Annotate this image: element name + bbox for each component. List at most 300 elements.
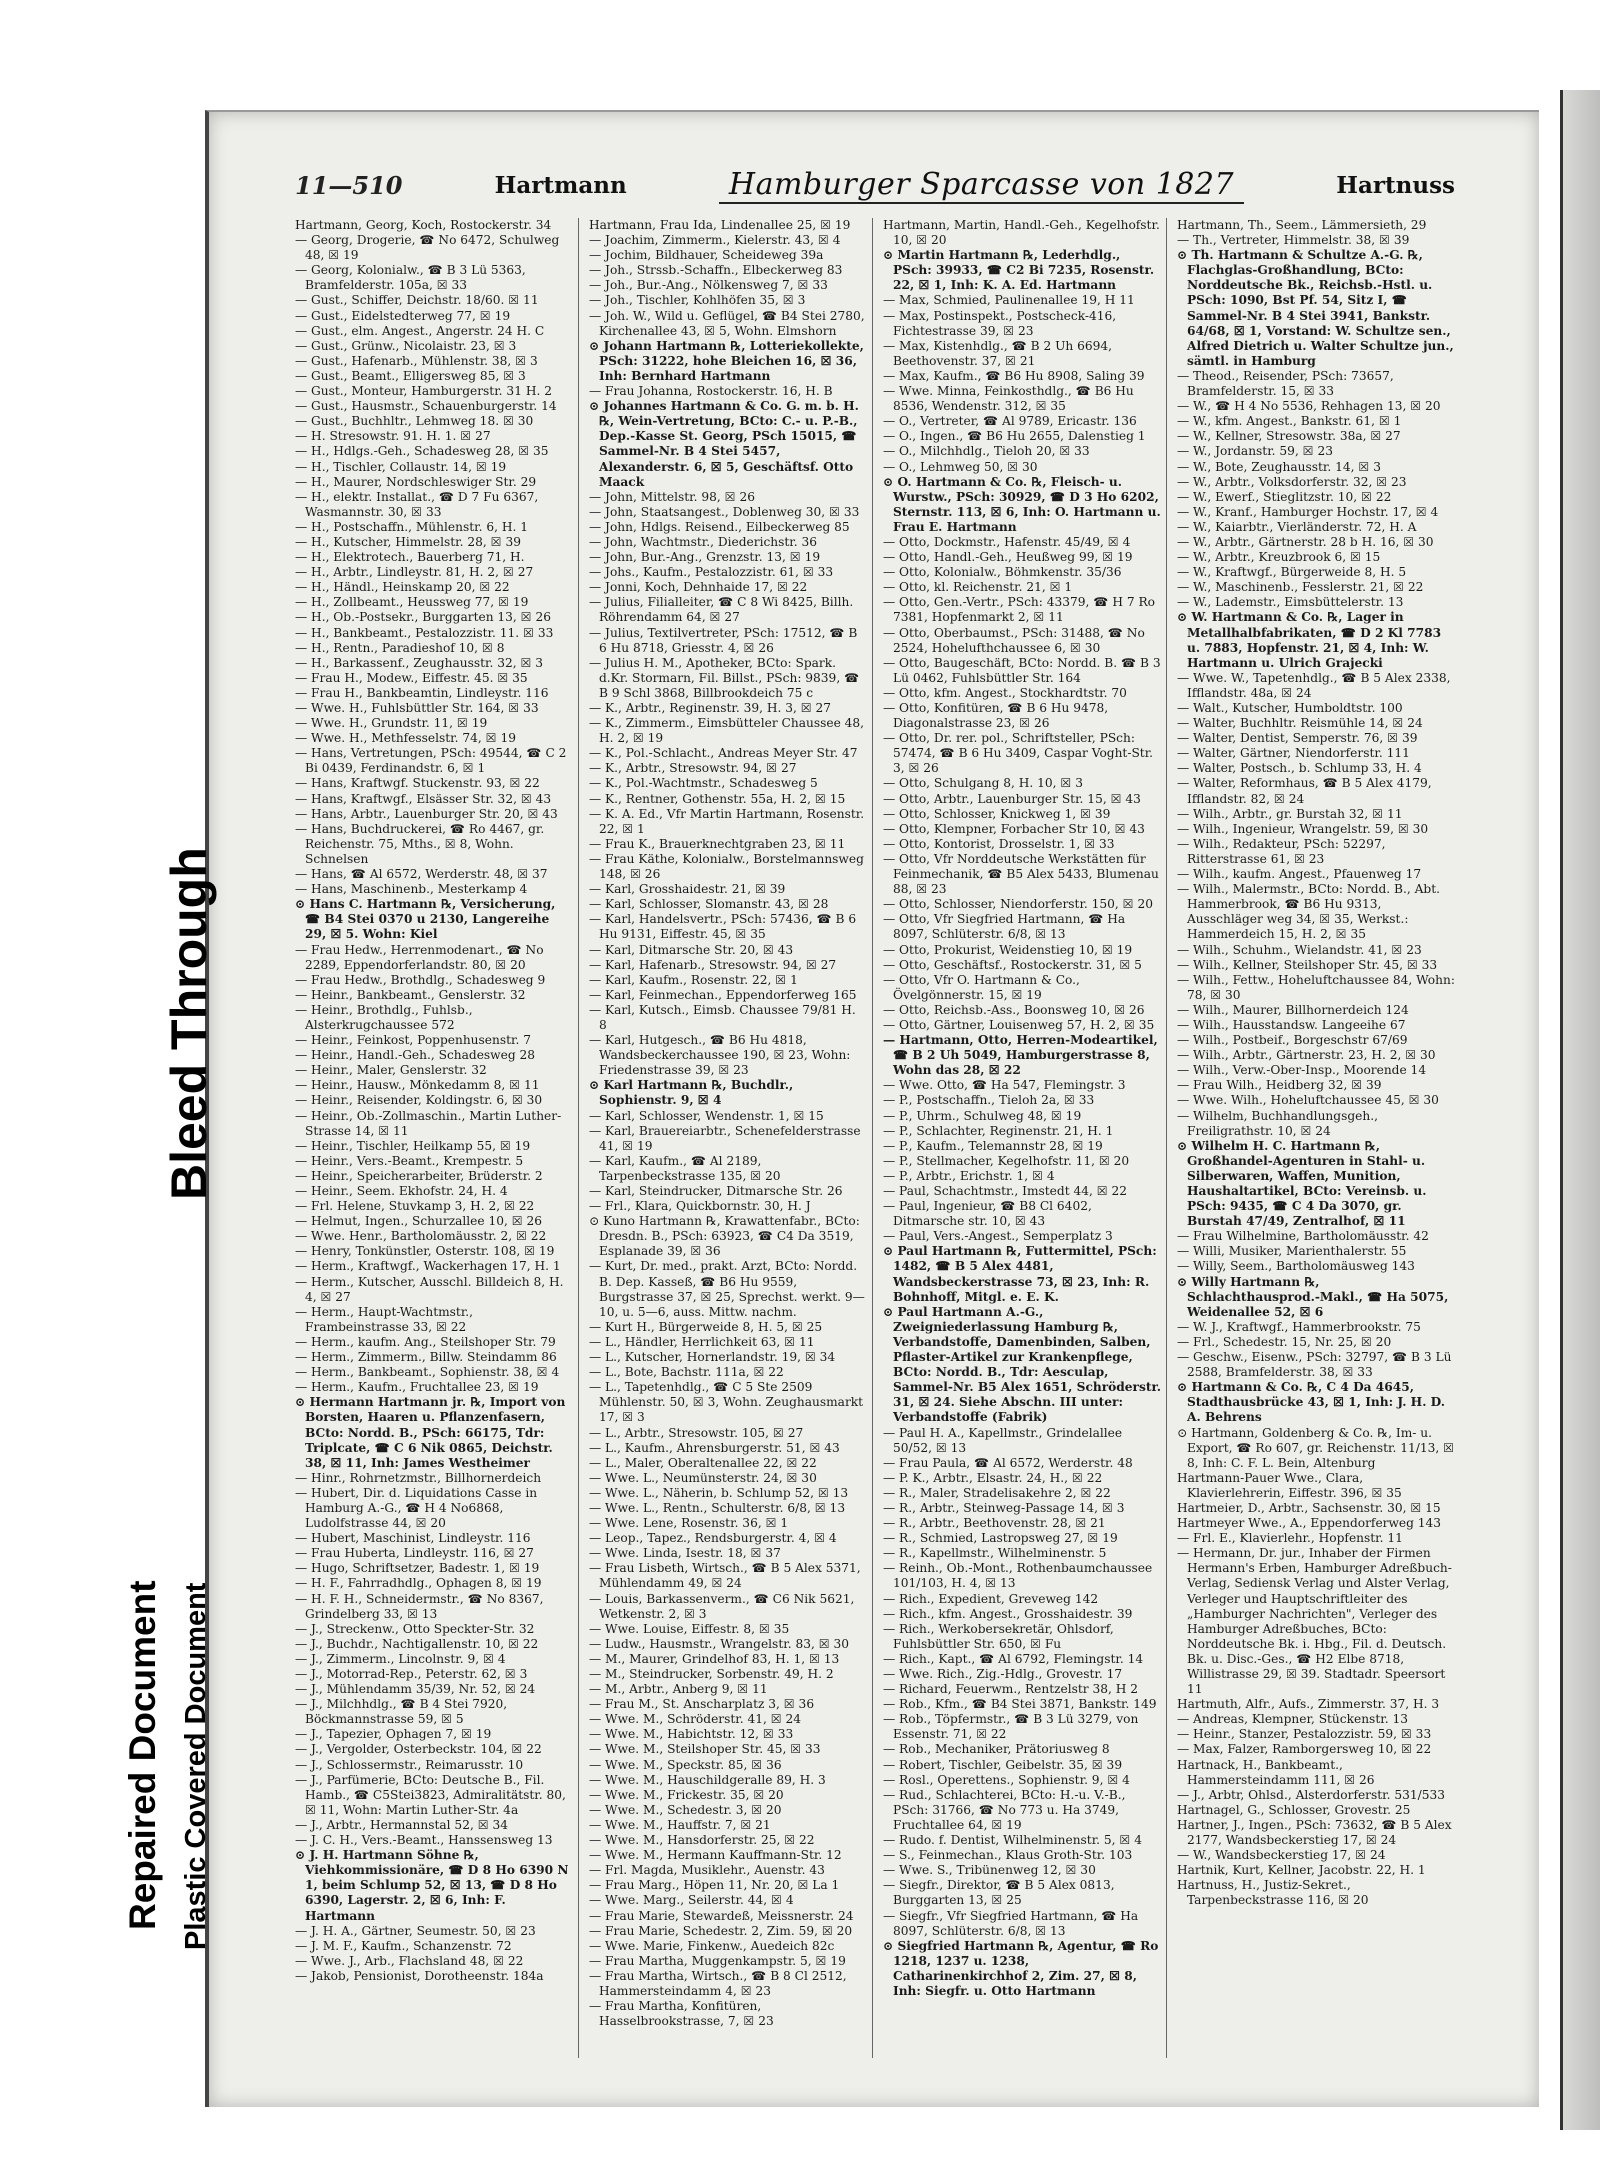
- directory-entry: — Wwe. J., Arb., Flachsland 48, ☒ 22: [295, 1953, 524, 1968]
- directory-entry: — Wilh., Ingenieur, Wrangelstr. 59, ☒ 30: [1177, 821, 1429, 836]
- directory-entry: — K., Pol.-Schlacht., Andreas Meyer Str. 47: [589, 746, 858, 761]
- directory-entry: — Rob., Kfm., ☎ B4 Stei 3871, Bankstr. 149: [883, 1697, 1157, 1712]
- directory-entry: — J. C. H., Vers.-Beamt., Hanssensweg 13: [295, 1833, 553, 1848]
- directory-entry: ⊙ Hartmann & Co. ℞, C 4 Da 4645, Stadthausbrücke 43, ☒ 1, Inh: J. H. D. A. Behrens: [1177, 1380, 1446, 1425]
- directory-entry: Hartmeier, D., Arbtr., Sachsenstr. 30, ☒ 15: [1177, 1500, 1441, 1515]
- directory-entry: — L., Kaufm., Ahrensburgerstr. 51, ☒ 43: [589, 1440, 840, 1455]
- directory-entry: ⊙ W. Hartmann & Co. ℞, Lager in Metallhalbfabrikaten, ☎ D 2 Kl 7783 u. 7883, Hopfenstr. 21, ☒ 4, Inh: W. Hartmann u. Ulrich Grajecki: [1177, 610, 1442, 670]
- directory-entry: — Otto, Dr. rer. pol., Schriftsteller, PSch: 57474, ☎ B 6 Hu 3409, Caspar Voght-Str. 3, ☒ 26: [883, 731, 1154, 776]
- directory-entry: — Jochim, Bildhauer, Scheideweg 39a: [589, 248, 824, 263]
- directory-entry: — Otto, Prokurist, Weidenstieg 10, ☒ 19: [883, 942, 1133, 957]
- directory-entry: — K. A. Ed., Vfr Martin Hartmann, Rosenstr. 22, ☒ 1: [589, 806, 865, 836]
- directory-column-1: [295, 218, 579, 2058]
- directory-entry: — Wwe. M., Hauschildgeralle 89, H. 3: [589, 1772, 826, 1787]
- directory-entry: — L., Händler, Herrlichkeit 63, ☒ 11: [589, 1334, 815, 1349]
- directory-entry: — Rudo. f. Dentist, Wilhelminenstr. 5, ☒ 4: [883, 1833, 1142, 1848]
- directory-entry: — Wwe. M., Frickestr. 35, ☒ 20: [589, 1787, 784, 1802]
- directory-entry: — L., Arbtr., Stresowstr. 105, ☒ 27: [589, 1425, 804, 1440]
- directory-entry: — K., Rentner, Gothenstr. 55a, H. 2, ☒ 15: [589, 791, 846, 806]
- directory-entry: Hartner, J., Ingen., PSch: 73632, ☎ B 5 Alex 2177, Wandsbeckerstieg 17, ☒ 24: [1177, 1817, 1452, 1848]
- directory-entry: — Willy, Seem., Bartholomäusweg 143: [1177, 1259, 1415, 1274]
- directory-entry: ⊙ Paul Hartmann ℞, Futtermittel, PSch: 1482, ☎ B 5 Alex 4481, Wandsbeckerstrasse 73, ☒ 23, Inh: R. Bohnhoff, Mitgl. e. E. K.: [883, 1244, 1157, 1304]
- directory-entry: — W., Ewerf., Stieglitzstr. 10, ☒ 22: [1177, 489, 1392, 504]
- directory-entry: — Kurt H., Bürgerweide 8, H. 5, ☒ 25: [589, 1319, 823, 1334]
- directory-entry: — H., Postschaffn., Mühlenstr. 6, H. 1: [295, 519, 528, 534]
- directory-entry: — H. Stresowstr. 91. H. 1. ☒ 27: [295, 429, 491, 444]
- directory-entry: — Henry, Tonkünstler, Osterstr. 108, ☒ 19: [295, 1244, 555, 1259]
- directory-entry: — H., Arbtr., Lindleystr. 81, H. 2, ☒ 27: [295, 565, 534, 580]
- directory-entry: — Wwe. H., Methfesselstr. 74, ☒ 19: [295, 731, 516, 746]
- directory-entry: — P. K., Arbtr., Elsastr. 24, H., ☒ 22: [883, 1470, 1103, 1485]
- directory-entry: — Gust., Grünw., Nicolaistr. 23, ☒ 3: [295, 338, 517, 353]
- directory-entry: — W., Kraftwgf., Bürgerweide 8, H. 5: [1177, 565, 1407, 580]
- directory-entry: — Hans, ☎ Al 6572, Werderstr. 48, ☒ 37: [295, 867, 548, 882]
- directory-entry: — Frl. E., Klavierlehr., Hopfenstr. 11: [1177, 1531, 1403, 1546]
- directory-entry: ⊙ Karl Hartmann ℞, Buchdlr., Sophienstr. 9, ☒ 4: [589, 1078, 794, 1108]
- directory-entry: — Frau Marg., Höpen 11, Nr. 20, ☒ La 1: [589, 1878, 840, 1893]
- directory-entry: — Karl, Schlosser, Slomanstr. 43, ☒ 28: [589, 897, 829, 912]
- directory-entry: — Wwe. Wilh., Hoheluftchaussee 45, ☒ 30: [1177, 1093, 1439, 1108]
- directory-entry: ⊙ Th. Hartmann & Schultze A.-G. ℞, Flachglas-Großhandlung, BCto: Norddeutsche Bk., Reichsb.-Hstl. u. PSch: 1090, Bst Pf. 54, Sitz I, ☎ Sammel-Nr. B 4 Stei 3941, Bankstr. 64/68, ☒ 1, Vorstand: W. Schultze sen., Alfred Dietrich u. Walter Schultze jun., sämtl. in Hamburg: [1177, 248, 1454, 368]
- directory-entry: — Karl, Kaufm., ☎ Al 2189, Tarpenbeckstrasse 135, ☒ 20: [589, 1153, 781, 1183]
- directory-entry: — John, Hdlgs. Reisend., Eilbeckerweg 85: [589, 519, 850, 534]
- directory-entry: — Gust., Hausmstr., Schauenburgerstr. 14: [295, 399, 557, 414]
- directory-entry: — H. F., Fahrradhdlg., Ophagen 8, ☒ 19: [295, 1576, 542, 1591]
- repaired-document-label: Repaired Document: [122, 1580, 163, 1930]
- directory-entry: — Wwe. M., Hansdorferstr. 25, ☒ 22: [589, 1833, 815, 1848]
- directory-entry: — S., Feinmechan., Klaus Groth-Str. 103: [883, 1848, 1133, 1863]
- directory-entry: — Wwe. Lene, Rosenstr. 36, ☒ 1: [589, 1516, 789, 1531]
- directory-columns: [295, 218, 1460, 2058]
- directory-entry: — R., Maler, Stradelisakehre 2, ☒ 22: [883, 1485, 1111, 1500]
- directory-entry: — Walter, Postsch., b. Schlump 33, H. 4: [1177, 761, 1422, 776]
- directory-entry: — Wwe. M., Hermann Kauffmann-Str. 12: [589, 1848, 842, 1863]
- directory-entry: — Jonni, Koch, Dehnhaide 17, ☒ 22: [589, 580, 808, 595]
- directory-entry: — J., Schlossermstr., Reimarusstr. 10: [295, 1757, 524, 1772]
- directory-entry: ⊙ Siegfried Hartmann ℞, Agentur, ☎ Ro 1218, 1237 u. 1238, Catharinenkirchhof 2, Zim. 27, ☒ 8, Inh: Siegfr. u. Otto Hartmann: [883, 1938, 1159, 1998]
- directory-entry: — Otto, Kolonialw., Böhmkenstr. 35/36: [883, 565, 1122, 580]
- directory-entry: — L., Tapetenhdlg., ☎ C 5 Ste 2509 Mühlenstr. 50, ☒ 3, Wohn. Zeughausmarkt 17, ☒ 3: [589, 1380, 864, 1425]
- directory-entry: — Hans, Kraftwgf., Elsässer Str. 32, ☒ 43: [295, 791, 552, 806]
- header-first-name: Hartmann: [494, 171, 627, 199]
- directory-entry: — Frau Johanna, Rostockerstr. 16, H. B: [589, 384, 833, 399]
- directory-entry: ⊙ J. H. Hartmann Söhne ℞, Viehkommissionäre, ☎ D 8 Ho 6390 N 1, beim Schlump 52, ☒ 13, ☎ D 8 Ho 6390, Lagerstr. 2, ☒ 6, Inh: F. Hartmann: [295, 1848, 569, 1923]
- directory-entry: — Otto, Dockmstr., Hafenstr. 45/49, ☒ 4: [883, 534, 1131, 549]
- directory-entry: — Heinr., Brothdlg., Fuhlsb., Alsterkrugchaussee 572: [295, 1002, 473, 1032]
- directory-entry: — Frl., Klara, Quickbornstr. 30, H. J: [589, 1199, 811, 1214]
- directory-entry: — Wwe. S., Tribünenweg 12, ☒ 30: [883, 1863, 1096, 1878]
- directory-entry: — Leop., Tapez., Rendsburgerstr. 4, ☒ 4: [589, 1531, 837, 1546]
- directory-entry: — Otto, Schlosser, Niendorferstr. 150, ☒ 20: [883, 897, 1153, 912]
- directory-entry: ⊙ Hartmann, Goldenberg & Co. ℞, Im- u. Export, ☎ Ro 607, gr. Reichenstr. 11/13, ☒ 8, Inh: C. F. L. Bein, Altenburg: [1177, 1425, 1455, 1470]
- directory-entry: — Julius, Filialleiter, ☎ C 8 Wi 8425, Billh. Röhrendamm 64, ☒ 27: [589, 595, 854, 625]
- directory-entry: — Hans, Kraftwgf. Stuckenstr. 93, ☒ 22: [295, 776, 540, 791]
- header-last-name: Hartnuss: [1336, 171, 1455, 199]
- directory-entry: — Otto, Gen.-Vertr., PSch: 43379, ☎ H 7 Ro 7381, Hopfenmarkt 2, ☒ 11: [883, 595, 1155, 625]
- directory-entry: — John, Bur.-Ang., Grenzstr. 13, ☒ 19: [589, 550, 821, 565]
- directory-entry: — Wilh., Kellner, Steilshoper Str. 45, ☒ 33: [1177, 957, 1438, 972]
- directory-entry: — Wwe. M., Steilshoper Str. 45, ☒ 33: [589, 1742, 821, 1757]
- directory-entry: — Joachim, Zimmerm., Kielerstr. 43, ☒ 4: [589, 233, 841, 248]
- directory-entry: — Wwe. M., Hauffstr. 7, ☒ 21: [589, 1817, 771, 1832]
- directory-entry: — Hubert, Dir. d. Liquidations Casse in Hamburg A.-G., ☎ H 4 No6868, Ludolfstrasse 44, ☒ 20: [295, 1485, 538, 1531]
- directory-entry: — H., Händl., Heinskamp 20, ☒ 22: [295, 580, 510, 595]
- directory-entry: — Reinh., Ob.-Mont., Rothenbaumchaussee 101/103, H. 4, ☒ 13: [883, 1561, 1153, 1591]
- directory-entry: — Hans, Buchdruckerei, ☎ Ro 4467, gr. Reichenstr. 75, Mths., ☒ 8, Wohn. Schnelsen: [295, 821, 545, 866]
- directory-entry: — W. J., Kraftwgf., Hammerbrookstr. 75: [1177, 1319, 1421, 1334]
- directory-entry: — Otto, Kontorist, Drosselstr. 1, ☒ 33: [883, 836, 1115, 851]
- directory-entry: — Wilh., Malermstr., BCto: Nordd. B., Abt. Hammerbrook, ☎ B6 Hu 9313, Ausschläger weg 34, ☒ 35, Werkst.: Hammerdeich 15, H. 2, ☒ 35: [1177, 882, 1440, 942]
- directory-entry: — Frau Martha, Muggenkampstr. 5, ☒ 19: [589, 1953, 846, 1968]
- directory-entry: — Frau Käthe, Kolonialw., Borstelmannsweg 148, ☒ 26: [589, 851, 864, 882]
- directory-entry: — Joh., Strssb.-Schaffn., Elbeckerweg 83: [589, 263, 843, 278]
- directory-entry: — J., Tapezier, Ophagen 7, ☒ 19: [295, 1727, 492, 1742]
- directory-entry: — H., Elektrotech., Bauerberg 71, H.: [295, 550, 525, 565]
- directory-entry: — Joh., Tischler, Kohlhöfen 35, ☒ 3: [589, 293, 806, 308]
- directory-entry: — Frau Marie, Stewardeß, Meissnerstr. 24: [589, 1908, 854, 1923]
- directory-entry: — Frau Wilhelmine, Bartholomäusstr. 42: [1177, 1229, 1429, 1244]
- directory-entry: — Wwe. L., Rentn., Schulterstr. 6/8, ☒ 13: [589, 1500, 846, 1515]
- directory-entry: — Max, Schmied, Paulinenallee 19, H 11: [883, 293, 1135, 308]
- directory-entry: — J., Zimmerm., Lincolnstr. 9, ☒ 4: [295, 1651, 506, 1666]
- directory-entry: Hartnagel, G., Schlosser, Grovestr. 25: [1177, 1802, 1411, 1817]
- directory-entry: — Heinr., Tischler, Heilkamp 55, ☒ 19: [295, 1138, 531, 1153]
- directory-entry: — Wwe. M., Schedestr. 3, ☒ 20: [589, 1802, 782, 1817]
- directory-entry: ⊙ Johann Hartmann ℞, Lotteriekollekte, PSch: 31222, hohe Bleichen 16, ☒ 36, Inh: Bernhard Hartmann: [589, 338, 864, 383]
- directory-entry: — Rich., Werkobersekretär, Ohlsdorf, Fuhlsbüttler Str. 650, ☒ Fu: [883, 1621, 1114, 1651]
- directory-entry: — L., Maler, Oberaltenallee 22, ☒ 22: [589, 1455, 817, 1470]
- directory-entry: — Wwe. L., Neumünsterstr. 24, ☒ 30: [589, 1470, 817, 1485]
- directory-entry: — Wilh., Postbeif., Borgeschstr 67/69: [1177, 1033, 1408, 1048]
- directory-entry: — Paul H. A., Kapellmstr., Grindelallee 50/52, ☒ 13: [883, 1425, 1123, 1455]
- directory-entry: — Richard, Feuerwm., Rentzelstr 38, H 2: [883, 1682, 1138, 1697]
- directory-entry: — Hartmann, Otto, Herren-Modeartikel, ☎ B 2 Uh 5049, Hamburgerstrasse 8, Wohn das 28, ☒ 22: [883, 1033, 1158, 1078]
- directory-entry: — Otto, Baugeschäft, BCto: Nordd. B. ☎ B 3 Lü 0462, Fuhlsbüttler Str. 164: [883, 655, 1161, 685]
- directory-entry: — Hubert, Maschinist, Lindleystr. 116: [295, 1531, 531, 1546]
- directory-entry: — Max, Kaufm., ☎ B6 Hu 8908, Saling 39: [883, 368, 1145, 383]
- directory-entry: — Wwe. Rich., Zig.-Hdlg., Grovestr. 17: [883, 1667, 1123, 1681]
- directory-entry: — W., Arbtr., Gärtnerstr. 28 b H. 16, ☒ 30: [1177, 534, 1434, 549]
- directory-entry: — Heinr., Speicherarbeiter, Brüderstr. 2: [295, 1168, 543, 1183]
- directory-entry: — H., Barkassenf., Zeughausstr. 32, ☒ 3: [295, 655, 544, 670]
- directory-entry: — P., Postschaffn., Tieloh 2a, ☒ 33: [883, 1093, 1095, 1108]
- directory-entry: — Rich., kfm. Angest., Grosshaidestr. 39: [883, 1606, 1133, 1621]
- directory-entry: — K., Arbtr., Stresowstr. 94, ☒ 27: [589, 761, 797, 776]
- directory-entry: — Wwe. Henr., Bartholomäusstr. 2, ☒ 22: [295, 1229, 547, 1244]
- directory-entry: — Hinr., Rohrnetzmstr., Billhornerdeich: [295, 1470, 542, 1485]
- directory-entry: Hartmeyer Wwe., A., Eppendorferweg 143: [1177, 1516, 1442, 1531]
- directory-entry: — Wilh., Fettw., Hoheluftchaussee 84, Wohn: 78, ☒ 30: [1177, 972, 1455, 1002]
- directory-entry: — Theod., Reisender, PSch: 73657, Bramfelderstr. 15, ☒ 33: [1177, 368, 1394, 399]
- directory-entry: — Heinr., Seem. Ekhofstr. 24, H. 4: [295, 1184, 508, 1198]
- directory-entry: — H. F. H., Schneidermstr., ☎ No 8367, Grindelberg 33, ☒ 13: [295, 1591, 544, 1621]
- directory-entry: — O., Ingen., ☎ B6 Hu 2655, Dalenstieg 1: [883, 429, 1146, 444]
- directory-entry: — Karl, Feinmechan., Eppendorferweg 165: [589, 987, 857, 1002]
- directory-entry: — Ludw., Hausmstr., Wrangelstr. 83, ☒ 30: [589, 1636, 850, 1651]
- directory-entry: — Max, Falzer, Ramborgersweg 10, ☒ 22: [1177, 1742, 1432, 1757]
- directory-entry: — Karl, Grosshaidestr. 21, ☒ 39: [589, 882, 786, 897]
- directory-entry: — Wwe. Minna, Feinkosthdlg., ☎ B6 Hu 8536, Wendenstr. 312, ☒ 35: [883, 384, 1134, 414]
- directory-entry: Hartmann, Martin, Handl.-Geh., Kegelhofstr. 10, ☒ 20: [883, 218, 1160, 248]
- directory-entry: — Herm., Kraftwgf., Wackerhagen 17, H. 1: [295, 1259, 561, 1274]
- directory-entry: — Otto, Schulgang 8, H. 10, ☒ 3: [883, 776, 1083, 791]
- directory-entry: — Paul, Vers.-Angest., Semperplatz 3: [883, 1229, 1113, 1244]
- directory-entry: — Gust., Monteur, Hamburgerstr. 31 H. 2: [295, 384, 552, 399]
- directory-entry: — P., Stellmacher, Kegelhofstr. 11, ☒ 20: [883, 1153, 1130, 1168]
- directory-entry: — Karl, Hutgesch., ☎ B6 Hu 4818, Wandsbeckerchaussee 190, ☒ 23, Wohn: Friedenstrasse 39, ☒ 23: [589, 1033, 851, 1078]
- directory-entry: — Joh., Bur.-Ang., Nölkensweg 7, ☒ 33: [589, 278, 828, 293]
- directory-entry: — Helmut, Ingen., Schurzallee 10, ☒ 26: [295, 1214, 543, 1229]
- directory-entry: — Wwe. M., Speckstr. 85, ☒ 36: [589, 1757, 782, 1772]
- directory-entry: — Otto, Konfitüren, ☎ B 6 Hu 9478, Diagonalstrasse 23, ☒ 26: [883, 701, 1109, 731]
- directory-entry: — Geschw., Eisenw., PSch: 32797, ☎ B 3 Lü 2588, Bramfelderstr. 38, ☒ 33: [1177, 1350, 1452, 1380]
- directory-entry: — Georg, Drogerie, ☎ No 6472, Schulweg 48, ☒ 19: [295, 233, 560, 263]
- directory-entry: — John, Mittelstr. 98, ☒ 26: [589, 489, 755, 504]
- directory-entry: — Frau Marie, Schedestr. 2, Zim. 59, ☒ 20: [589, 1923, 853, 1938]
- directory-column-2: [589, 218, 873, 2058]
- directory-entry: — K., Arbtr., Reginenstr. 39, H. 3, ☒ 27: [589, 701, 832, 715]
- directory-entry: — Frau Hedw., Brothdlg., Schadesweg 9: [295, 972, 546, 987]
- directory-entry: Hartnuss, H., Justiz-Sekret., Tarpenbeckstrasse 116, ☒ 20: [1177, 1878, 1369, 1908]
- directory-entry: — Otto, Reichsb.-Ass., Boonsweg 10, ☒ 26: [883, 1002, 1145, 1017]
- directory-entry: — Louis, Barkassenverm., ☎ C6 Nik 5621, Wetkenstr. 2, ☒ 3: [589, 1591, 855, 1621]
- directory-entry: — Julius, Textilvertreter, PSch: 17512, ☎ B 6 Hu 8718, Griesstr. 4, ☒ 26: [589, 625, 858, 655]
- directory-entry: — W., Arbtr., Volksdorferstr. 32, ☒ 23: [1177, 474, 1407, 489]
- directory-entry: — Karl, Kutsch., Eimsb. Chaussee 79/81 H. 8: [589, 1002, 856, 1032]
- directory-entry: — Heinr., Ob.-Zollmaschin., Martin Luther-Strasse 14, ☒ 11: [295, 1108, 562, 1138]
- directory-entry: — Otto, Vfr Siegfried Hartmann, ☎ Ha 8097, Schlüterstr. 6/8, ☒ 13: [883, 912, 1126, 942]
- directory-entry: — H., Maurer, Nordschleswiger Str. 29: [295, 474, 537, 489]
- directory-entry: — Andreas, Klempner, Stückenstr. 13: [1177, 1712, 1408, 1727]
- directory-entry: — Rosl., Operettens., Sophienstr. 9, ☒ 4: [883, 1772, 1130, 1787]
- directory-entry: — P., Uhrm., Schulweg 48, ☒ 19: [883, 1108, 1082, 1123]
- directory-entry: — Karl, Brauereiarbtr., Schenefelderstrasse 41, ☒ 19: [589, 1123, 861, 1153]
- directory-entry: — Rud., Schlachterei, BCto: H.-u. V.-B., PSch: 31766, ☎ No 773 u. Ha 3749, Fruchtallee 64, ☒ 19: [883, 1787, 1126, 1832]
- directory-entry: — Frau Huberta, Lindleystr. 116, ☒ 27: [295, 1546, 534, 1561]
- directory-entry: — W., ☎ H 4 No 5536, Rehhagen 13, ☒ 20: [1177, 399, 1441, 414]
- directory-entry: — Frau Lisbeth, Wirtsch., ☎ B 5 Alex 5371, Mühlendamm 49, ☒ 24: [589, 1561, 861, 1591]
- directory-entry: — H., Tischler, Collaustr. 14, ☒ 19: [295, 459, 507, 474]
- directory-entry: — Paul, Ingenieur, ☎ B8 Cl 6402, Ditmarsche str. 10, ☒ 43: [883, 1199, 1092, 1229]
- directory-entry: — Walt., Kutscher, Humboldtstr. 100: [1177, 701, 1403, 715]
- plastic-covered-label: Plastic Covered Document: [180, 1582, 212, 1950]
- directory-entry: — J., Buchdr., Nachtigallenstr. 10, ☒ 22: [295, 1636, 539, 1651]
- directory-entry: — H., Ob.-Postsekr., Burggarten 13, ☒ 26: [295, 610, 551, 625]
- directory-entry: — Max, Postinspekt., Postscheck-416, Fichtestrasse 39, ☒ 23: [883, 308, 1117, 338]
- directory-entry: — Otto, Arbtr., Lauenburger Str. 15, ☒ 43: [883, 791, 1141, 806]
- directory-entry: — Frau Martha, Konfitüren, Hasselbrookstrasse, 7, ☒ 23: [589, 1999, 774, 2029]
- directory-entry: — Wwe. Marie, Finkenw., Auedeich 82c: [589, 1938, 835, 1953]
- directory-entry: — Frau Wilh., Heidberg 32, ☒ 39: [1177, 1078, 1382, 1093]
- directory-entry: — O., Lehmweg 50, ☒ 30: [883, 459, 1038, 474]
- directory-entry: — H., Kutscher, Himmelstr. 28, ☒ 39: [295, 534, 521, 549]
- directory-entry: — Wwe. L., Näherin, b. Schlump 52, ☒ 13: [589, 1485, 849, 1500]
- directory-entry: — Wilh., kaufm. Angest., Pfauenweg 17: [1177, 867, 1422, 882]
- directory-entry: — J., Mühlendamm 35/39, Nr. 52, ☒ 24: [295, 1682, 536, 1697]
- directory-entry: — Heinr., Maler, Genslerstr. 32: [295, 1063, 487, 1078]
- directory-entry: — R., Arbtr., Steinweg-Passage 14, ☒ 3: [883, 1500, 1125, 1515]
- directory-entry: — J. H. A., Gärtner, Seumestr. 50, ☒ 23: [295, 1923, 536, 1938]
- directory-entry: — Herm., Kutscher, Ausschl. Billdeich 8, H. 4, ☒ 27: [295, 1274, 564, 1304]
- directory-entry: — J., Arbtr., Hermannstal 52, ☒ 34: [295, 1817, 508, 1832]
- directory-entry: — Herm., Kaufm., Fruchtallee 23, ☒ 19: [295, 1380, 539, 1395]
- directory-entry: ⊙ Kuno Hartmann ℞, Krawattenfabr., BCto: Dresdn. B., PSch: 63923, ☎ C4 Da 3519, Esplanade 39, ☒ 36: [589, 1214, 860, 1259]
- directory-entry: — W., Wandsbeckerstieg 17, ☒ 24: [1177, 1848, 1386, 1863]
- directory-entry: ⊙ Hans C. Hartmann ℞, Versicherung, ☎ B4 Stei 0370 u 2130, Langereihe 29, ☒ 5. Wohn: Kiel: [295, 897, 556, 942]
- directory-entry: — Heinr., Reisender, Koldingstr. 6, ☒ 30: [295, 1093, 543, 1108]
- directory-entry: — W., Arbtr., Kreuzbrook 6, ☒ 15: [1177, 550, 1381, 565]
- directory-entry: — Frl. Magda, Musiklehr., Auenstr. 43: [589, 1863, 825, 1878]
- directory-entry: — Rich., Expedient, Greveweg 142: [883, 1591, 1099, 1606]
- directory-entry: — P., Arbtr., Erichstr. 1, ☒ 4: [883, 1168, 1055, 1183]
- directory-entry: — Frau H., Modew., Eiffestr. 45. ☒ 35: [295, 670, 528, 685]
- directory-entry: — L., Kutscher, Hornerlandstr. 19, ☒ 34: [589, 1350, 836, 1365]
- directory-entry: — J. M. F., Kaufm., Schanzenstr. 72: [295, 1938, 512, 1953]
- directory-entry: — Wwe. Marg., Seilerstr. 44, ☒ 4: [589, 1893, 794, 1908]
- directory-entry: — Robert, Tischler, Geibelstr. 35, ☒ 39: [883, 1757, 1123, 1772]
- directory-entry: — Heinr., Bankbeamt., Genslerstr. 32: [295, 987, 526, 1002]
- directory-entry: — H., elektr. Installat., ☎ D 7 Fu 6367, Wasmannstr. 30, ☒ 33: [295, 489, 539, 519]
- directory-entry: — W., Lademstr., Eimsbüttelerstr. 13: [1177, 595, 1404, 610]
- directory-entry: ⊙ O. Hartmann & Co. ℞, Fleisch- u. Wurstw., PSch: 30929, ☎ D 3 Ho 6202, Sternstr. 113, ☒ 6, Inh: O. Hartmann u. Frau E. Hartmann: [883, 474, 1161, 534]
- directory-entry: Hartmann-Pauer Wwe., Clara, Klavierlehrerin, Eiffestr. 396, ☒ 35: [1177, 1470, 1402, 1500]
- directory-entry: — Walter, Reformhaus, ☎ B 5 Alex 4179, Ifflandstr. 82, ☒ 24: [1177, 776, 1432, 806]
- directory-entry: — H., Hdlgs.-Geh., Schadesweg 28, ☒ 35: [295, 444, 549, 459]
- directory-entry: — Otto, kfm. Angest., Stockhardtstr. 70: [883, 685, 1127, 700]
- directory-entry: — Wwe. H., Grundstr. 11, ☒ 19: [295, 716, 488, 731]
- directory-entry: — Heinr., Feinkost, Poppenhusenstr. 7: [295, 1033, 531, 1048]
- directory-entry: — W., Jordanstr. 59, ☒ 23: [1177, 444, 1333, 459]
- directory-entry: — L., Bote, Bachstr. 111a, ☒ 22: [589, 1365, 784, 1380]
- directory-entry: — Karl, Ditmarsche Str. 20, ☒ 43: [589, 942, 794, 957]
- directory-entry: — Wilh., Hausstandsw. Langeeihe 67: [1177, 1017, 1406, 1032]
- directory-entry: — J., Milchhdlg., ☎ B 4 Stei 7920, Böckmannstrasse 59, ☒ 5: [295, 1697, 508, 1727]
- directory-entry: — Otto, Handl.-Geh., Heußweg 99, ☒ 19: [883, 550, 1133, 565]
- directory-entry: — Wwe. M., Habichtstr. 12, ☒ 33: [589, 1727, 794, 1742]
- directory-entry: — Frau Martha, Wirtsch., ☎ B 8 Cl 2512, Hammersteindamm 4, ☒ 23: [589, 1968, 847, 1998]
- directory-entry: — Wilhelm, Buchhandlungsgeh., Freiligrathstr. 10, ☒ 24: [1177, 1108, 1378, 1138]
- directory-entry: Hartmann, Th., Seem., Lämmersieth, 29: [1177, 218, 1427, 232]
- directory-entry: — K., Zimmerm., Eimsbütteler Chaussee 48, H. 2, ☒ 19: [589, 716, 865, 746]
- directory-entry: — W., Kranf., Hamburger Hochstr. 17, ☒ 4: [1177, 504, 1439, 519]
- directory-entry: ⊙ Martin Hartmann ℞, Lederhdlg., PSch: 39933, ☎ C2 Bi 7235, Rosenstr. 22, ☒ 1, Inh: K. A. Ed. Hartmann: [883, 248, 1155, 293]
- directory-entry: — Herm., Zimmerm., Billw. Steindamm 86: [295, 1350, 557, 1365]
- directory-entry: — R., Arbtr., Beethovenstr. 28, ☒ 21: [883, 1516, 1106, 1531]
- directory-entry: — Kurt, Dr. med., prakt. Arzt, BCto: Nordd. B. Dep. Kasseß, ☎ B6 Hu 9559, Burgstrasse 37, ☒ 25, Sprechst. werkt. 9—10, u. 5—6, auss. Mittw. nachm.: [589, 1259, 865, 1319]
- directory-entry: — Gust., Eidelstedterweg 77, ☒ 19: [295, 308, 511, 323]
- directory-entry: ⊙ Johannes Hartmann & Co. G. m. b. H. ℞, Wein-Vertretung, BCto: C.- u. P.-B., Dep.-Kasse St. Georg, PSch 15015, ☎ Sammel-Nr. B 4 Stei 5457, Alexanderstr. 6, ☒ 5, Geschäftsf. Otto Maack: [589, 399, 859, 489]
- directory-entry: — Heinr., Hausw., Mönkedamm 8, ☒ 11: [295, 1078, 540, 1093]
- directory-entry: — Hans, Vertretungen, PSch: 49544, ☎ C 2 Bi 0439, Ferdinandstr. 6, ☒ 1: [295, 746, 567, 776]
- directory-entry: — Frau H., Bankbeamtin, Lindleystr. 116: [295, 685, 549, 700]
- directory-entry: — Hans, Maschinenb., Mesterkamp 4: [295, 882, 528, 897]
- directory-entry: — Wwe. M., Schröderstr. 41, ☒ 24: [589, 1712, 802, 1727]
- directory-entry: — H., Zollbeamt., Heussweg 77, ☒ 19: [295, 595, 529, 610]
- directory-entry: — R., Schmied, Lastropsweg 27, ☒ 19: [883, 1531, 1118, 1546]
- directory-entry: — Walter, Gärtner, Niendorferstr. 111: [1177, 746, 1410, 761]
- directory-entry: — O., Milchhdlg., Tieloh 20, ☒ 33: [883, 444, 1090, 459]
- directory-entry: — O., Vertreter, ☎ Al 9789, Ericastr. 136: [883, 414, 1137, 429]
- directory-entry: — J., Parfümerie, BCto: Deutsche B., Fil. Hamb., ☎ C5Stei3823, Admiralitätstr. 80, ☒ 11, Wohn: Martin Luther-Str. 4a: [295, 1772, 566, 1817]
- side-labels: [60, 820, 217, 1970]
- directory-entry: — Wilh., Arbtr., Gärtnerstr. 23, H. 2, ☒ 30: [1177, 1048, 1436, 1063]
- directory-entry: — Joh. W., Wild u. Geflügel, ☎ B4 Stei 2780, Kirchenallee 43, ☒ 5, Wohn. Elmshorn: [589, 308, 865, 338]
- directory-entry: ⊙ Paul Hartmann A.-G., Zweigniederlassung Hamburg ℞, Verbandstoffe, Damenbinden, Salben, Pflaster-Artikel zur Krankenpflege, BCto: Nordd. B., Tdr: Aesculap, Sammel-Nr. B5 Alex 1651, Schröderstr. 31, ☒ 24. Siehe Abschn. III unter: Verbandstoffe (Fabrik): [883, 1304, 1162, 1425]
- directory-entry: — Wwe. W., Tapetenhdlg., ☎ B 5 Alex 2338, Ifflandstr. 48a, ☒ 24: [1177, 670, 1451, 700]
- directory-entry: — Th., Vertreter, Himmelstr. 38, ☒ 39: [1177, 233, 1410, 248]
- directory-entry: — W., Maschinenb., Fesslerstr. 21, ☒ 22: [1177, 580, 1424, 595]
- directory-entry: — H., Bankbeamt., Pestalozzistr. 11. ☒ 33: [295, 625, 554, 640]
- directory-entry: — P., Kaufm., Telemannstr 28, ☒ 19: [883, 1138, 1103, 1153]
- directory-entry: — Karl, Handelsvertr., PSch: 57436, ☎ B 6 Hu 9131, Eiffestr. 45, ☒ 35: [589, 912, 857, 942]
- directory-entry: — Gust., Schiffer, Deichstr. 18/60. ☒ 11: [295, 293, 539, 308]
- directory-entry: — Otto, Vfr Norddeutsche Werkstätten für Feinmechanik, ☎ B5 Alex 5433, Blumenau 88, ☒ 23: [883, 851, 1159, 897]
- directory-entry: — M., Maurer, Grindelhof 83, H. 1, ☒ 13: [589, 1651, 840, 1666]
- directory-entry: — Otto, Schlosser, Knickweg 1, ☒ 39: [883, 806, 1111, 821]
- directory-entry: — J., Streckenw., Otto Speckter-Str. 32: [295, 1621, 535, 1636]
- directory-entry: — Wilh., Verw.-Ober-Insp., Moorende 14: [1177, 1063, 1427, 1078]
- directory-entry: — H., Rentn., Paradieshof 10, ☒ 8: [295, 640, 505, 655]
- directory-entry: — Frau K., Brauerknechtgraben 23, ☒ 11: [589, 836, 846, 851]
- directory-entry: — Gust., Buchhltr., Lehmweg 18. ☒ 30: [295, 414, 534, 429]
- directory-entry: ⊙ Hermann Hartmann jr. ℞, Import von Borsten, Haaren u. Pflanzenfasern, BCto: Nordd. B., PSch: 66175, Tdr: Triplcate, ☎ C 6 Nik 0865, Deichstr. 38, ☒ 11, Inh: James Westheimer: [295, 1395, 566, 1470]
- directory-entry: — Herm., Haupt-Wachtmstr., Frambeinstrasse 33, ☒ 22: [295, 1304, 474, 1334]
- directory-entry: — P., Schlachter, Reginenstr. 21, H. 1: [883, 1123, 1114, 1138]
- page-header: [295, 160, 1455, 210]
- directory-entry: ⊙ Willy Hartmann ℞, Schlachthausprod.-Makl., ☎ Ha 5075, Weidenallee 52, ☒ 6: [1177, 1274, 1449, 1319]
- directory-entry: — Siegfr., Vfr Siegfried Hartmann, ☎ Ha 8097, Schlüterstr. 6/8, ☒ 13: [883, 1908, 1139, 1938]
- directory-entry: Hartnik, Kurt, Kellner, Jacobstr. 22, H. 1: [1177, 1863, 1426, 1878]
- directory-column-4: [1177, 218, 1460, 2058]
- directory-entry: — Otto, Geschäftsf., Rostockerstr. 31, ☒ 5: [883, 957, 1142, 972]
- directory-entry: — Wwe. H., Fuhlsbüttler Str. 164, ☒ 33: [295, 701, 539, 715]
- directory-entry: — Wilh., Redakteur, PSch: 52297, Ritterstrasse 61, ☒ 23: [1177, 836, 1386, 866]
- directory-entry: — Karl, Steindrucker, Ditmarsche Str. 26: [589, 1184, 843, 1198]
- directory-entry: — Frl. Helene, Stuvkamp 3, H. 2, ☒ 22: [295, 1199, 535, 1214]
- directory-entry: — Karl, Schlosser, Wendenstr. 1, ☒ 15: [589, 1108, 824, 1123]
- directory-entry: — Heinr., Handl.-Geh., Schadesweg 28: [295, 1048, 535, 1063]
- directory-entry: — Georg, Kolonialw., ☎ B 3 Lü 5363, Bramfelderstr. 105a, ☒ 33: [295, 263, 526, 293]
- directory-column-3: [883, 218, 1167, 2058]
- directory-entry: — Gust., Beamt., Elligersweg 85, ☒ 3: [295, 368, 526, 383]
- directory-entry: — Gust., Hafenarb., Mühlenstr. 38, ☒ 3: [295, 353, 538, 368]
- directory-entry: — Frau Paula, ☎ Al 6572, Werderstr. 48: [883, 1455, 1133, 1470]
- directory-entry: — Paul, Schachtmstr., Imstedt 44, ☒ 22: [883, 1184, 1128, 1198]
- directory-entry: — W., kfm. Angest., Bankstr. 61, ☒ 1: [1177, 414, 1402, 429]
- directory-entry: — J., Arbtr, Ohlsd., Alsterdorferstr. 531/533: [1177, 1787, 1446, 1802]
- directory-entry: — J., Vergolder, Osterbeckstr. 104, ☒ 22: [295, 1742, 542, 1757]
- directory-entry: Hartmann, Frau Ida, Lindenallee 25, ☒ 19: [589, 218, 851, 232]
- directory-entry: — Karl, Kaufm., Rosenstr. 22, ☒ 1: [589, 972, 798, 987]
- directory-entry: — Heinr., Vers.-Beamt., Krempestr. 5: [295, 1153, 524, 1168]
- directory-entry: — Frl., Schedestr. 15, Nr. 25, ☒ 20: [1177, 1334, 1392, 1349]
- directory-entry: — Walter, Buchhltr. Reismühle 14, ☒ 24: [1177, 716, 1423, 731]
- directory-entry: — Wilh., Schuhm., Wielandstr. 41, ☒ 23: [1177, 942, 1422, 957]
- directory-entry: — Otto, Vfr O. Hartmann & Co., Övelgönnerstr. 15, ☒ 19: [883, 972, 1080, 1002]
- directory-entry: — Siegfr., Direktor, ☎ B 5 Alex 0813, Burggarten 13, ☒ 25: [883, 1878, 1115, 1908]
- directory-entry: — K., Pol.-Wachtmstr., Schadesweg 5: [589, 776, 818, 791]
- directory-entry: ⊙ Wilhelm H. C. Hartmann ℞, Großhandel-Agenturen in Stahl- u. Silberwaren, Waffen, Munition, Haushaltartikel, BCto: Vereinsb. u. PSch: 9435, ☎ C 4 Da 3070, gr. Burstah 47/49, Zentralhof, ☒ 11: [1177, 1138, 1427, 1229]
- directory-entry: — Heinr., Stanzer, Pestalozzistr. 59, ☒ 33: [1177, 1727, 1432, 1742]
- directory-entry: — Hugo, Schriftsetzer, Badestr. 1, ☒ 19: [295, 1561, 540, 1576]
- directory-entry: — Jakob, Pensionist, Dorotheenstr. 184a: [295, 1968, 544, 1983]
- sparcasse-banner: Hamburger Sparcasse von 1827: [719, 167, 1244, 204]
- directory-entry: — W., Kaiarbtr., Vierländerstr. 72, H. A: [1177, 519, 1417, 534]
- directory-entry: — Wilh., Maurer, Billhornerdeich 124: [1177, 1002, 1409, 1017]
- directory-entry: Hartnack, H., Bankbeamt., Hammersteindamm 111, ☒ 26: [1177, 1757, 1375, 1787]
- directory-entry: — W., Kellner, Stresowstr. 38a, ☒ 27: [1177, 429, 1401, 444]
- directory-entry: — Hermann, Dr. jur., Inhaber der Firmen Hermann's Erben, Hamburger Adreßbuch-Verlag, Sediensk Verlag und Alster Verlag, Verleger und Hauptschriftleiter des „Hamburger Nachrichten", Verleger des Hamburger Adreßbuches, BCto: Norddeutsche Bk. i. Hbg., Fil. d. Deutsch. Bk. u. Disc.-Ges., ☎ H2 Elbe 8718, Willistrasse 29, ☒ 39. Stadtadr. Speersort 11: [1177, 1546, 1452, 1697]
